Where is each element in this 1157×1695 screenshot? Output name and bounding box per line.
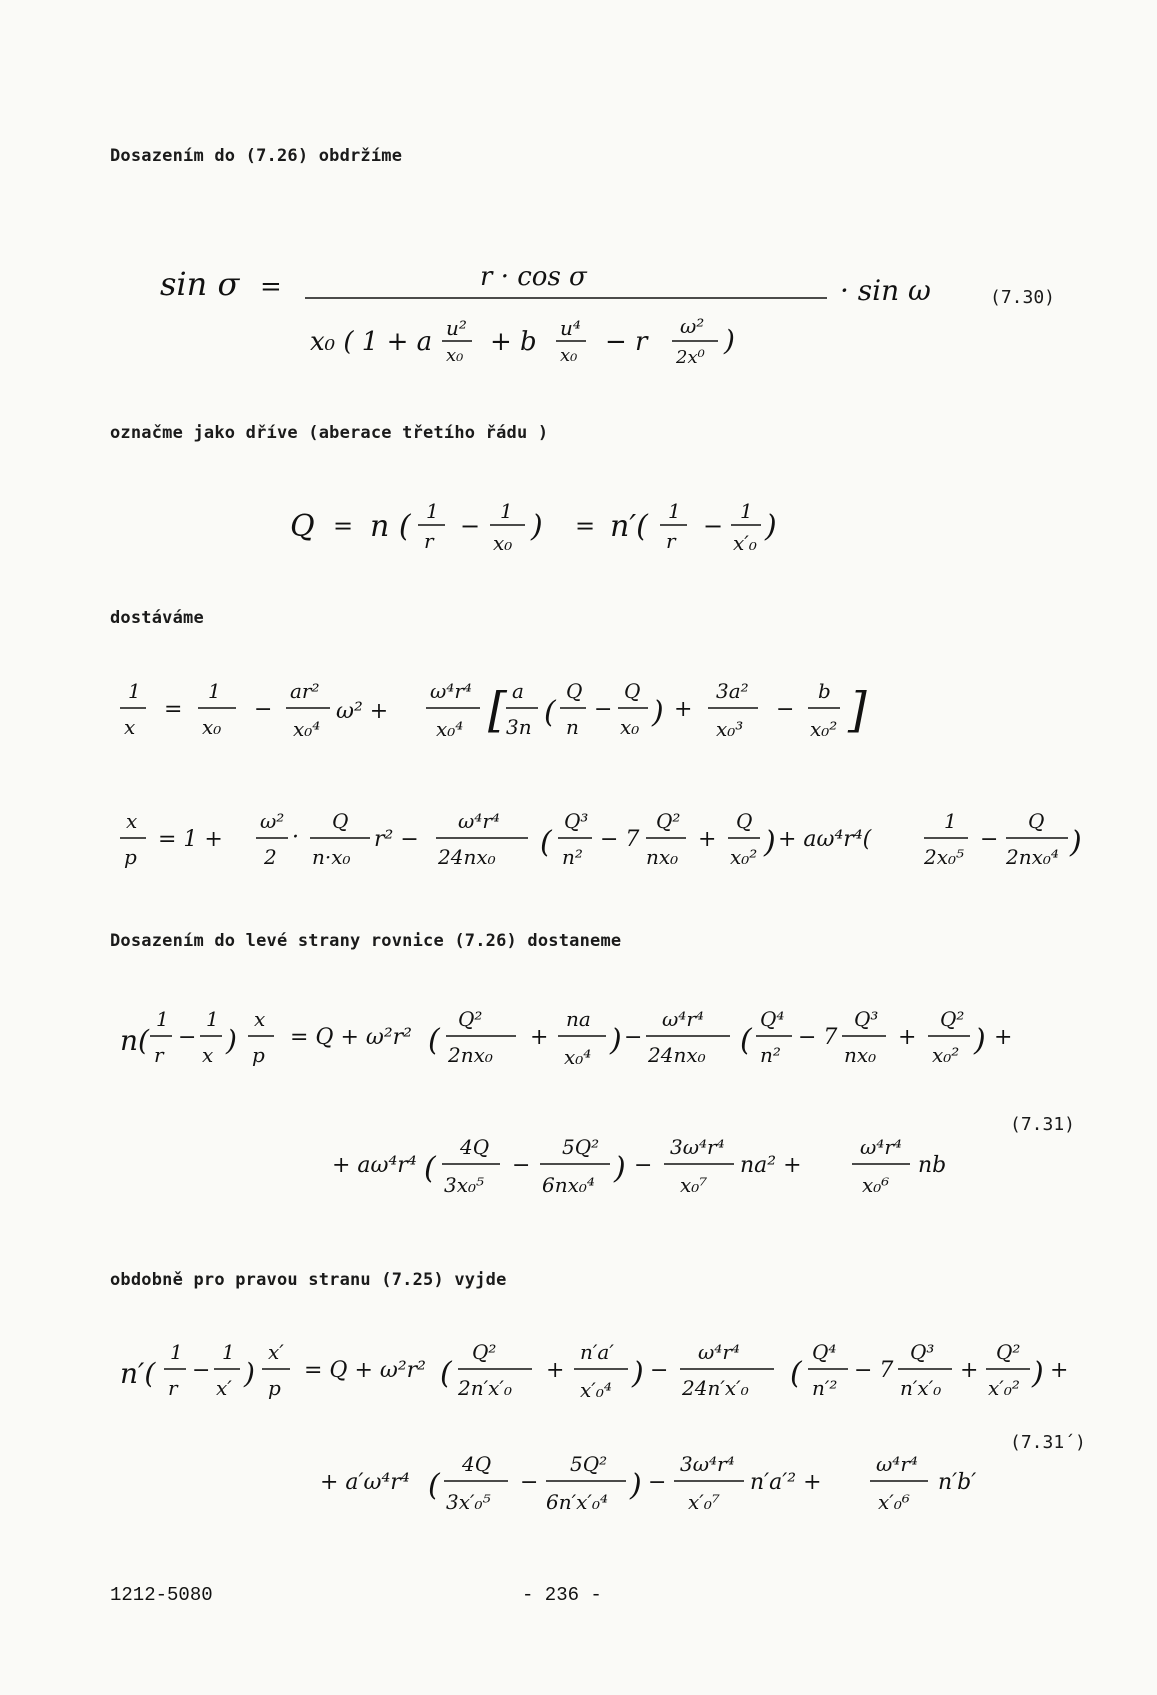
svg-text:x′₀⁴: x′₀⁴	[580, 1378, 612, 1402]
svg-text:(: (	[424, 1151, 436, 1186]
svg-text:nx₀: nx₀	[646, 845, 679, 869]
svg-text:): )	[244, 1357, 255, 1390]
svg-text:n′(: n′(	[610, 509, 648, 544]
svg-text:Q²: Q²	[472, 1340, 497, 1364]
svg-text:n′x′₀: n′x′₀	[900, 1376, 942, 1400]
svg-text:(: (	[540, 825, 552, 860]
svg-text:1: 1	[156, 1007, 169, 1031]
svg-text:sin σ: sin σ	[160, 265, 240, 303]
svg-text:(: (	[790, 1356, 802, 1391]
svg-text:): )	[1070, 825, 1082, 860]
svg-text:·: ·	[292, 825, 299, 850]
svg-text:): )	[632, 1356, 644, 1391]
text-line-left-side: Dosazením do levé strany rovnice (7.26) dostaneme	[110, 931, 622, 951]
equation-number-7-31: (7.31)	[1010, 1114, 1076, 1135]
svg-text:x₀: x₀	[446, 345, 464, 366]
svg-text:−: −	[648, 1470, 667, 1495]
svg-text:x: x	[126, 809, 138, 833]
svg-text:x₀: x₀	[493, 531, 513, 555]
svg-text:): )	[531, 509, 543, 544]
svg-text:p: p	[252, 1043, 265, 1067]
svg-text:−: −	[520, 1470, 539, 1495]
svg-text:x′: x′	[216, 1376, 232, 1400]
svg-text:= 1 +: = 1 +	[158, 827, 223, 852]
svg-text:ar²: ar²	[290, 679, 320, 703]
svg-text:3x′₀⁵: 3x′₀⁵	[446, 1490, 491, 1514]
svg-text:[: [	[488, 682, 507, 738]
text-line-substitution: Dosazením do (7.26) obdržíme	[110, 146, 403, 166]
svg-text:=: =	[164, 697, 183, 722]
svg-text:u⁴: u⁴	[560, 316, 581, 340]
svg-text:−: −	[980, 827, 999, 852]
svg-text:r: r	[168, 1376, 178, 1400]
svg-text:= Q + ω²r²: = Q + ω²r²	[304, 1358, 426, 1383]
svg-text:n′b′: n′b′	[938, 1470, 977, 1495]
svg-text:n²: n²	[760, 1043, 781, 1067]
svg-text:1: 1	[426, 499, 439, 523]
svg-text:Q: Q	[566, 679, 583, 703]
svg-text:1: 1	[128, 679, 141, 703]
svg-text:+ a′ω⁴r⁴: + a′ω⁴r⁴	[320, 1470, 410, 1495]
svg-text:ω²: ω²	[260, 809, 285, 833]
equation-7-31-prime-line-2	[318, 1449, 998, 1529]
svg-text:2x⁰: 2x⁰	[676, 347, 705, 368]
svg-text:Q: Q	[736, 809, 753, 833]
svg-text:2nx₀: 2nx₀	[448, 1043, 493, 1067]
svg-text:(: (	[544, 695, 556, 730]
svg-text:5Q²: 5Q²	[562, 1135, 600, 1159]
svg-text:2nx₀⁴: 2nx₀⁴	[1006, 845, 1059, 869]
svg-text:n: n	[566, 715, 579, 739]
equation-number-7-31-prime: (7.31´)	[1010, 1432, 1086, 1453]
svg-text:1: 1	[740, 499, 753, 523]
svg-text:): )	[764, 825, 776, 860]
svg-text:r · cos σ: r · cos σ	[480, 262, 587, 292]
svg-text:ω² +: ω² +	[336, 699, 389, 724]
svg-text:): )	[652, 695, 664, 730]
svg-text:]: ]	[848, 682, 867, 738]
svg-text:x₀⁶: x₀⁶	[862, 1173, 890, 1197]
svg-text:+: +	[994, 1025, 1013, 1050]
svg-text:24n′x′₀: 24n′x′₀	[682, 1376, 749, 1400]
svg-text:x′₀²: x′₀²	[988, 1376, 1020, 1400]
svg-text:(: (	[428, 1023, 440, 1058]
svg-text:− 7: − 7	[600, 827, 640, 852]
svg-text:ω⁴r⁴: ω⁴r⁴	[698, 1340, 740, 1364]
svg-text:3a²: 3a²	[716, 679, 749, 703]
svg-text:x₀: x₀	[202, 715, 222, 739]
equation-7-31-line-1	[118, 1004, 1068, 1084]
svg-text:x₀²: x₀²	[810, 717, 838, 741]
svg-text:− 7: − 7	[854, 1358, 894, 1383]
svg-text:6n′x′₀⁴: 6n′x′₀⁴	[546, 1490, 609, 1514]
svg-text:x₀⁴: x₀⁴	[564, 1045, 592, 1069]
svg-text:Q: Q	[290, 509, 315, 544]
svg-text:Q²: Q²	[656, 809, 681, 833]
svg-text:Q³: Q³	[854, 1007, 879, 1031]
svg-text:n′(: n′(	[120, 1357, 156, 1390]
svg-text:x′₀⁶: x′₀⁶	[878, 1490, 910, 1514]
page-number: - 236 -	[522, 1584, 602, 1606]
svg-text:=: =	[333, 512, 354, 540]
equation-reciprocal-x-graphic	[118, 676, 938, 756]
svg-text:1: 1	[500, 499, 513, 523]
svg-text:x′: x′	[268, 1340, 284, 1364]
equation-7-31-prime-line-1	[118, 1337, 1078, 1417]
svg-text:r: r	[666, 529, 676, 553]
svg-text:24nx₀: 24nx₀	[438, 845, 496, 869]
text-line-right-side: obdobně pro pravou stranu (7.25) vyjde	[110, 1270, 507, 1290]
svg-text:x₀²: x₀²	[932, 1043, 960, 1067]
svg-text:ω⁴r⁴: ω⁴r⁴	[860, 1135, 902, 1159]
svg-text:nx₀: nx₀	[844, 1043, 877, 1067]
svg-text:−: −	[650, 1358, 669, 1383]
svg-text:): )	[724, 324, 735, 357]
svg-text:x₀⁴: x₀⁴	[436, 717, 464, 741]
svg-text:x₀⁴: x₀⁴	[293, 717, 321, 741]
svg-text:x′₀: x′₀	[733, 531, 757, 555]
svg-text:24nx₀: 24nx₀	[648, 1043, 706, 1067]
svg-text:x₀³: x₀³	[716, 717, 744, 741]
svg-text:(: (	[428, 1468, 440, 1503]
svg-text:(: (	[440, 1356, 452, 1391]
svg-text:x′₀⁷: x′₀⁷	[688, 1490, 720, 1514]
svg-text:x₀²: x₀²	[730, 845, 758, 869]
svg-text:= Q + ω²r²: = Q + ω²r²	[290, 1025, 412, 1050]
svg-text:3ω⁴r⁴: 3ω⁴r⁴	[670, 1135, 725, 1159]
svg-text:Q²: Q²	[996, 1340, 1021, 1364]
svg-text:n′a′² +: n′a′² +	[750, 1470, 822, 1495]
svg-text:3n: 3n	[506, 715, 532, 739]
svg-text:4Q: 4Q	[462, 1452, 492, 1476]
svg-text:+: +	[530, 1025, 549, 1050]
svg-text:−: −	[192, 1358, 211, 1383]
svg-text:n(: n(	[120, 1024, 149, 1057]
svg-text:+ aω⁴r⁴(: + aω⁴r⁴(	[778, 827, 872, 852]
svg-text:− 7: − 7	[798, 1025, 838, 1050]
svg-text:+: +	[546, 1358, 565, 1383]
svg-text:nb: nb	[918, 1153, 947, 1178]
svg-text:1: 1	[944, 809, 957, 833]
svg-text:=: =	[575, 512, 596, 540]
svg-text:−: −	[254, 697, 273, 722]
svg-text:n²: n²	[562, 845, 583, 869]
svg-text:): )	[765, 509, 777, 544]
svg-text:−: −	[460, 512, 481, 540]
svg-text:a: a	[512, 679, 524, 703]
svg-text:1: 1	[170, 1340, 183, 1364]
svg-text:): )	[610, 1023, 622, 1058]
svg-text:na² +: na² +	[740, 1153, 802, 1178]
svg-text:1: 1	[222, 1340, 235, 1364]
svg-text:1: 1	[668, 499, 681, 523]
svg-text:n′a′: n′a′	[580, 1340, 614, 1364]
svg-text:): )	[226, 1024, 237, 1057]
svg-text:x₀: x₀	[620, 715, 640, 739]
svg-text:−: −	[178, 1025, 197, 1050]
svg-text:x₀ ( 1 + a: x₀ ( 1 + a	[310, 327, 433, 357]
svg-text:+ b: + b	[490, 327, 537, 357]
svg-text:− r: − r	[605, 327, 648, 357]
equation-q-graphic	[285, 488, 845, 563]
svg-text:ω²: ω²	[680, 314, 705, 338]
svg-text:1: 1	[206, 1007, 219, 1031]
equation-number-7-30: (7.30)	[990, 287, 1056, 308]
svg-text:n·x₀: n·x₀	[312, 845, 351, 869]
svg-text:r: r	[424, 529, 434, 553]
svg-text:p: p	[124, 845, 137, 869]
svg-text:Q²: Q²	[458, 1007, 483, 1031]
svg-text:Q: Q	[624, 679, 641, 703]
svg-text:2x₀⁵: 2x₀⁵	[924, 845, 965, 869]
svg-text:Q²: Q²	[940, 1007, 965, 1031]
svg-text:x₀: x₀	[560, 345, 578, 366]
svg-text:=: =	[260, 272, 282, 302]
svg-text:x₀⁷: x₀⁷	[680, 1173, 708, 1197]
svg-text:Q⁴: Q⁴	[812, 1340, 837, 1364]
svg-text:3ω⁴r⁴: 3ω⁴r⁴	[680, 1452, 735, 1476]
svg-text:x: x	[254, 1007, 266, 1031]
svg-text:r: r	[154, 1043, 164, 1067]
svg-text:): )	[1032, 1356, 1044, 1391]
svg-text:−: −	[634, 1153, 653, 1178]
svg-text:5Q²: 5Q²	[570, 1452, 608, 1476]
svg-text:ω⁴r⁴: ω⁴r⁴	[662, 1007, 704, 1031]
equation-7-31-line-2	[330, 1132, 970, 1212]
svg-text:−: −	[703, 512, 724, 540]
svg-text:ω⁴r⁴: ω⁴r⁴	[458, 809, 500, 833]
svg-text:Q: Q	[1028, 809, 1045, 833]
text-line-obtain: dostáváme	[110, 608, 204, 628]
equation-x-over-p-graphic	[118, 806, 1118, 886]
svg-text:+: +	[674, 697, 693, 722]
svg-text:−: −	[624, 1025, 643, 1050]
svg-text:4Q: 4Q	[460, 1135, 490, 1159]
svg-text:n′²: n′²	[812, 1376, 838, 1400]
svg-text:(: (	[740, 1023, 752, 1058]
document-code: 1212-5080	[110, 1584, 213, 1606]
svg-text:n (: n (	[370, 509, 411, 544]
svg-text:−: −	[512, 1153, 531, 1178]
svg-text:Q⁴: Q⁴	[760, 1007, 785, 1031]
svg-text:): )	[630, 1468, 642, 1503]
svg-text:r² −: r² −	[374, 827, 419, 852]
svg-text:p: p	[268, 1376, 281, 1400]
svg-text:x: x	[202, 1043, 214, 1067]
svg-text:Q³: Q³	[910, 1340, 935, 1364]
equation-7-30-graphic	[150, 255, 950, 385]
svg-text:b: b	[818, 679, 831, 703]
svg-text:6nx₀⁴: 6nx₀⁴	[542, 1173, 595, 1197]
svg-text:): )	[614, 1151, 626, 1186]
svg-text:+: +	[698, 827, 717, 852]
svg-text:ω⁴r⁴: ω⁴r⁴	[876, 1452, 918, 1476]
svg-text:Q³: Q³	[564, 809, 589, 833]
svg-text:Q: Q	[332, 809, 349, 833]
svg-text:): )	[974, 1023, 986, 1058]
svg-text:· sin ω: · sin ω	[840, 274, 931, 307]
svg-text:+: +	[1050, 1358, 1069, 1383]
svg-text:x: x	[124, 715, 136, 739]
svg-text:u²: u²	[446, 316, 467, 340]
svg-text:ω⁴r⁴: ω⁴r⁴	[430, 679, 472, 703]
svg-text:2n′x′₀: 2n′x′₀	[458, 1376, 512, 1400]
svg-text:1: 1	[208, 679, 221, 703]
svg-text:+ aω⁴r⁴: + aω⁴r⁴	[332, 1153, 417, 1178]
svg-text:−: −	[594, 697, 613, 722]
svg-text:3x₀⁵: 3x₀⁵	[444, 1173, 485, 1197]
svg-text:na: na	[566, 1007, 591, 1031]
svg-text:+: +	[960, 1358, 979, 1383]
text-line-notation: označme jako dříve (aberace třetího řádu )	[110, 423, 549, 443]
svg-text:2: 2	[264, 845, 277, 869]
svg-text:+: +	[898, 1025, 917, 1050]
svg-text:−: −	[776, 697, 795, 722]
